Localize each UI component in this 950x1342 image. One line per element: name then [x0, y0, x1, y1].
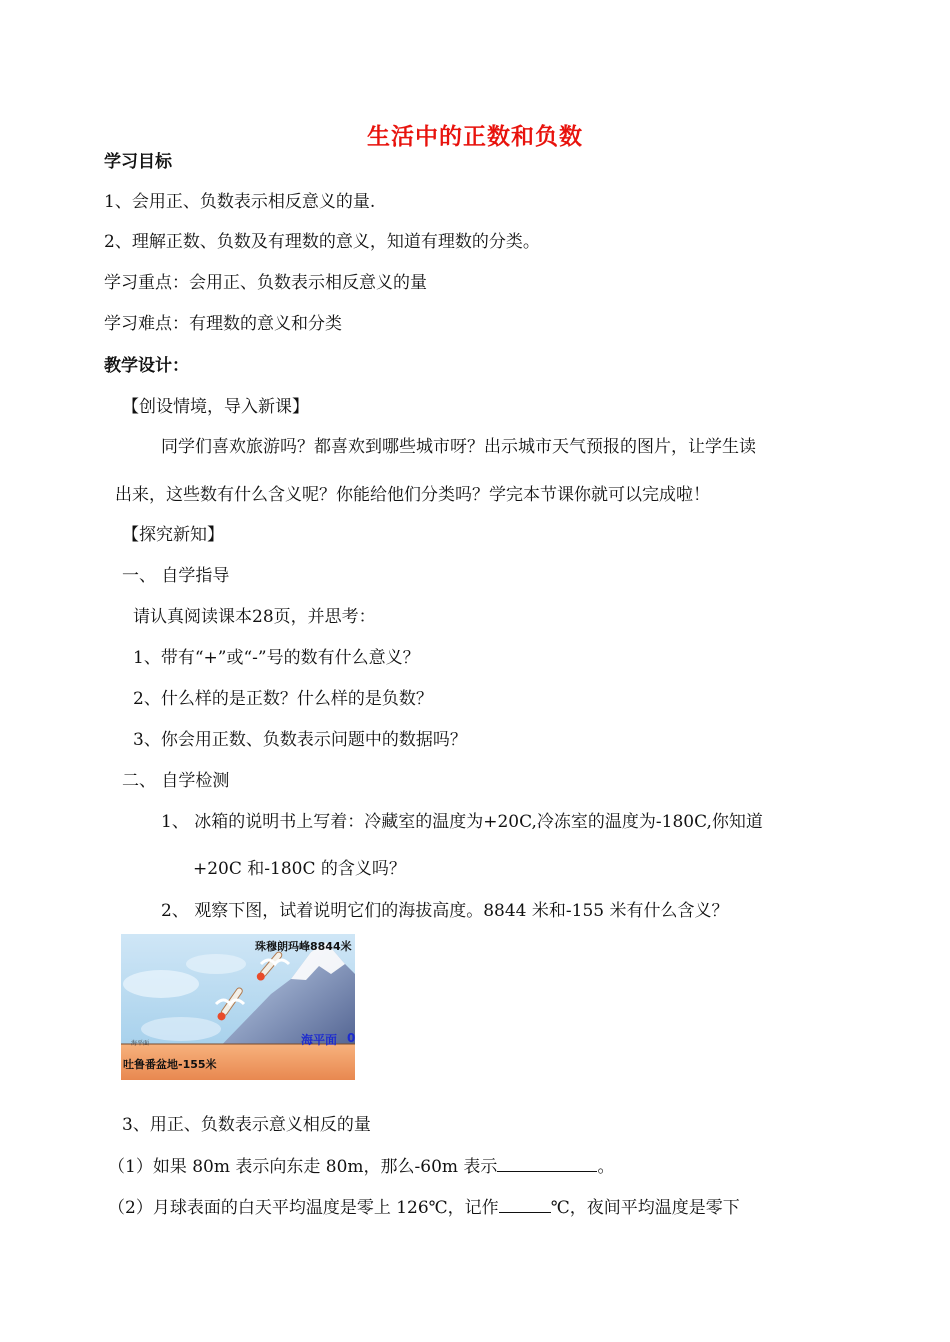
question-3-item: [108, 1194, 740, 1220]
sea-level-label: 海平面: [301, 1033, 338, 1047]
objective-item: 2、理解正数、负数及有理数的意义，知道有理数的分类。: [104, 232, 540, 252]
intro-paragraph-line: 出来，这些数有什么含义呢？你能给他们分类吗？学完本节课你就可以完成啦！: [115, 485, 710, 505]
question-3-item-suffix: ℃，夜间平均温度是零下: [550, 1198, 740, 1218]
page-title: 生活中的正数和负数: [367, 124, 583, 150]
intro-paragraph-line: 同学们喜欢旅游吗？都喜欢到哪些城市呀？出示城市天气预报的图片，让学生读: [161, 437, 756, 457]
cloud: [123, 970, 199, 998]
question-2: 2、 观察下图，试着说明它们的海拔高度。8844 米和-155 米有什么含义？: [161, 901, 729, 921]
peak-label: 珠穆朗玛峰8844米: [255, 940, 352, 953]
design-heading: 教学设计：: [104, 356, 189, 376]
answer-blank[interactable]: [497, 1153, 597, 1172]
key-point: 学习重点：会用正、负数表示相反意义的量: [104, 273, 427, 293]
small-sea-label: 海平面: [131, 1040, 150, 1047]
altitude-illustration: [121, 934, 355, 1080]
question-1-line: 1、 冰箱的说明书上写着：冷藏室的温度为+20C,冷冻室的温度为-180C,你知道: [161, 812, 763, 832]
basin-label: 吐鲁番盆地-155米: [123, 1058, 217, 1071]
part2-heading: 二、 自学检测: [122, 771, 230, 791]
question-3-item-text: （1）如果 80m 表示向东走 80m，那么-60m 表示: [108, 1157, 498, 1177]
part1-question: 2、什么样的是正数？什么样的是负数？: [133, 689, 433, 709]
cloud: [141, 1017, 221, 1041]
part1-instruction: 请认真阅读课本28页，并思考：: [133, 607, 376, 627]
objectives-heading: 学习目标: [104, 152, 172, 172]
question-3-heading: 3、用正、负数表示意义相反的量: [122, 1115, 371, 1135]
cloud: [186, 954, 246, 974]
question-3-item-text: （2）月球表面的白天平均温度是零上 126℃，记作: [108, 1198, 499, 1218]
question-1-line: +20C 和-180C 的含义吗？: [193, 859, 406, 879]
question-3-item: [108, 1153, 614, 1179]
part1-question: 3、你会用正数、负数表示问题中的数据吗？: [133, 730, 467, 750]
part1-heading: 一、 自学指导: [122, 566, 230, 586]
section-explore-heading: 【探究新知】: [122, 525, 224, 545]
zero-label: 0: [347, 1031, 355, 1045]
section-intro-heading: 【创设情境，导入新课】: [122, 397, 309, 417]
objective-item: 1、会用正、负数表示相反意义的量.: [104, 192, 376, 212]
part1-question: 1、带有“+”或“-”号的数有什么意义？: [133, 648, 420, 668]
difficulty: 学习难点：有理数的意义和分类: [104, 314, 342, 334]
altitude-diagram: [121, 934, 355, 1080]
answer-blank[interactable]: [499, 1194, 551, 1213]
question-3-item-suffix: 。: [597, 1157, 615, 1177]
